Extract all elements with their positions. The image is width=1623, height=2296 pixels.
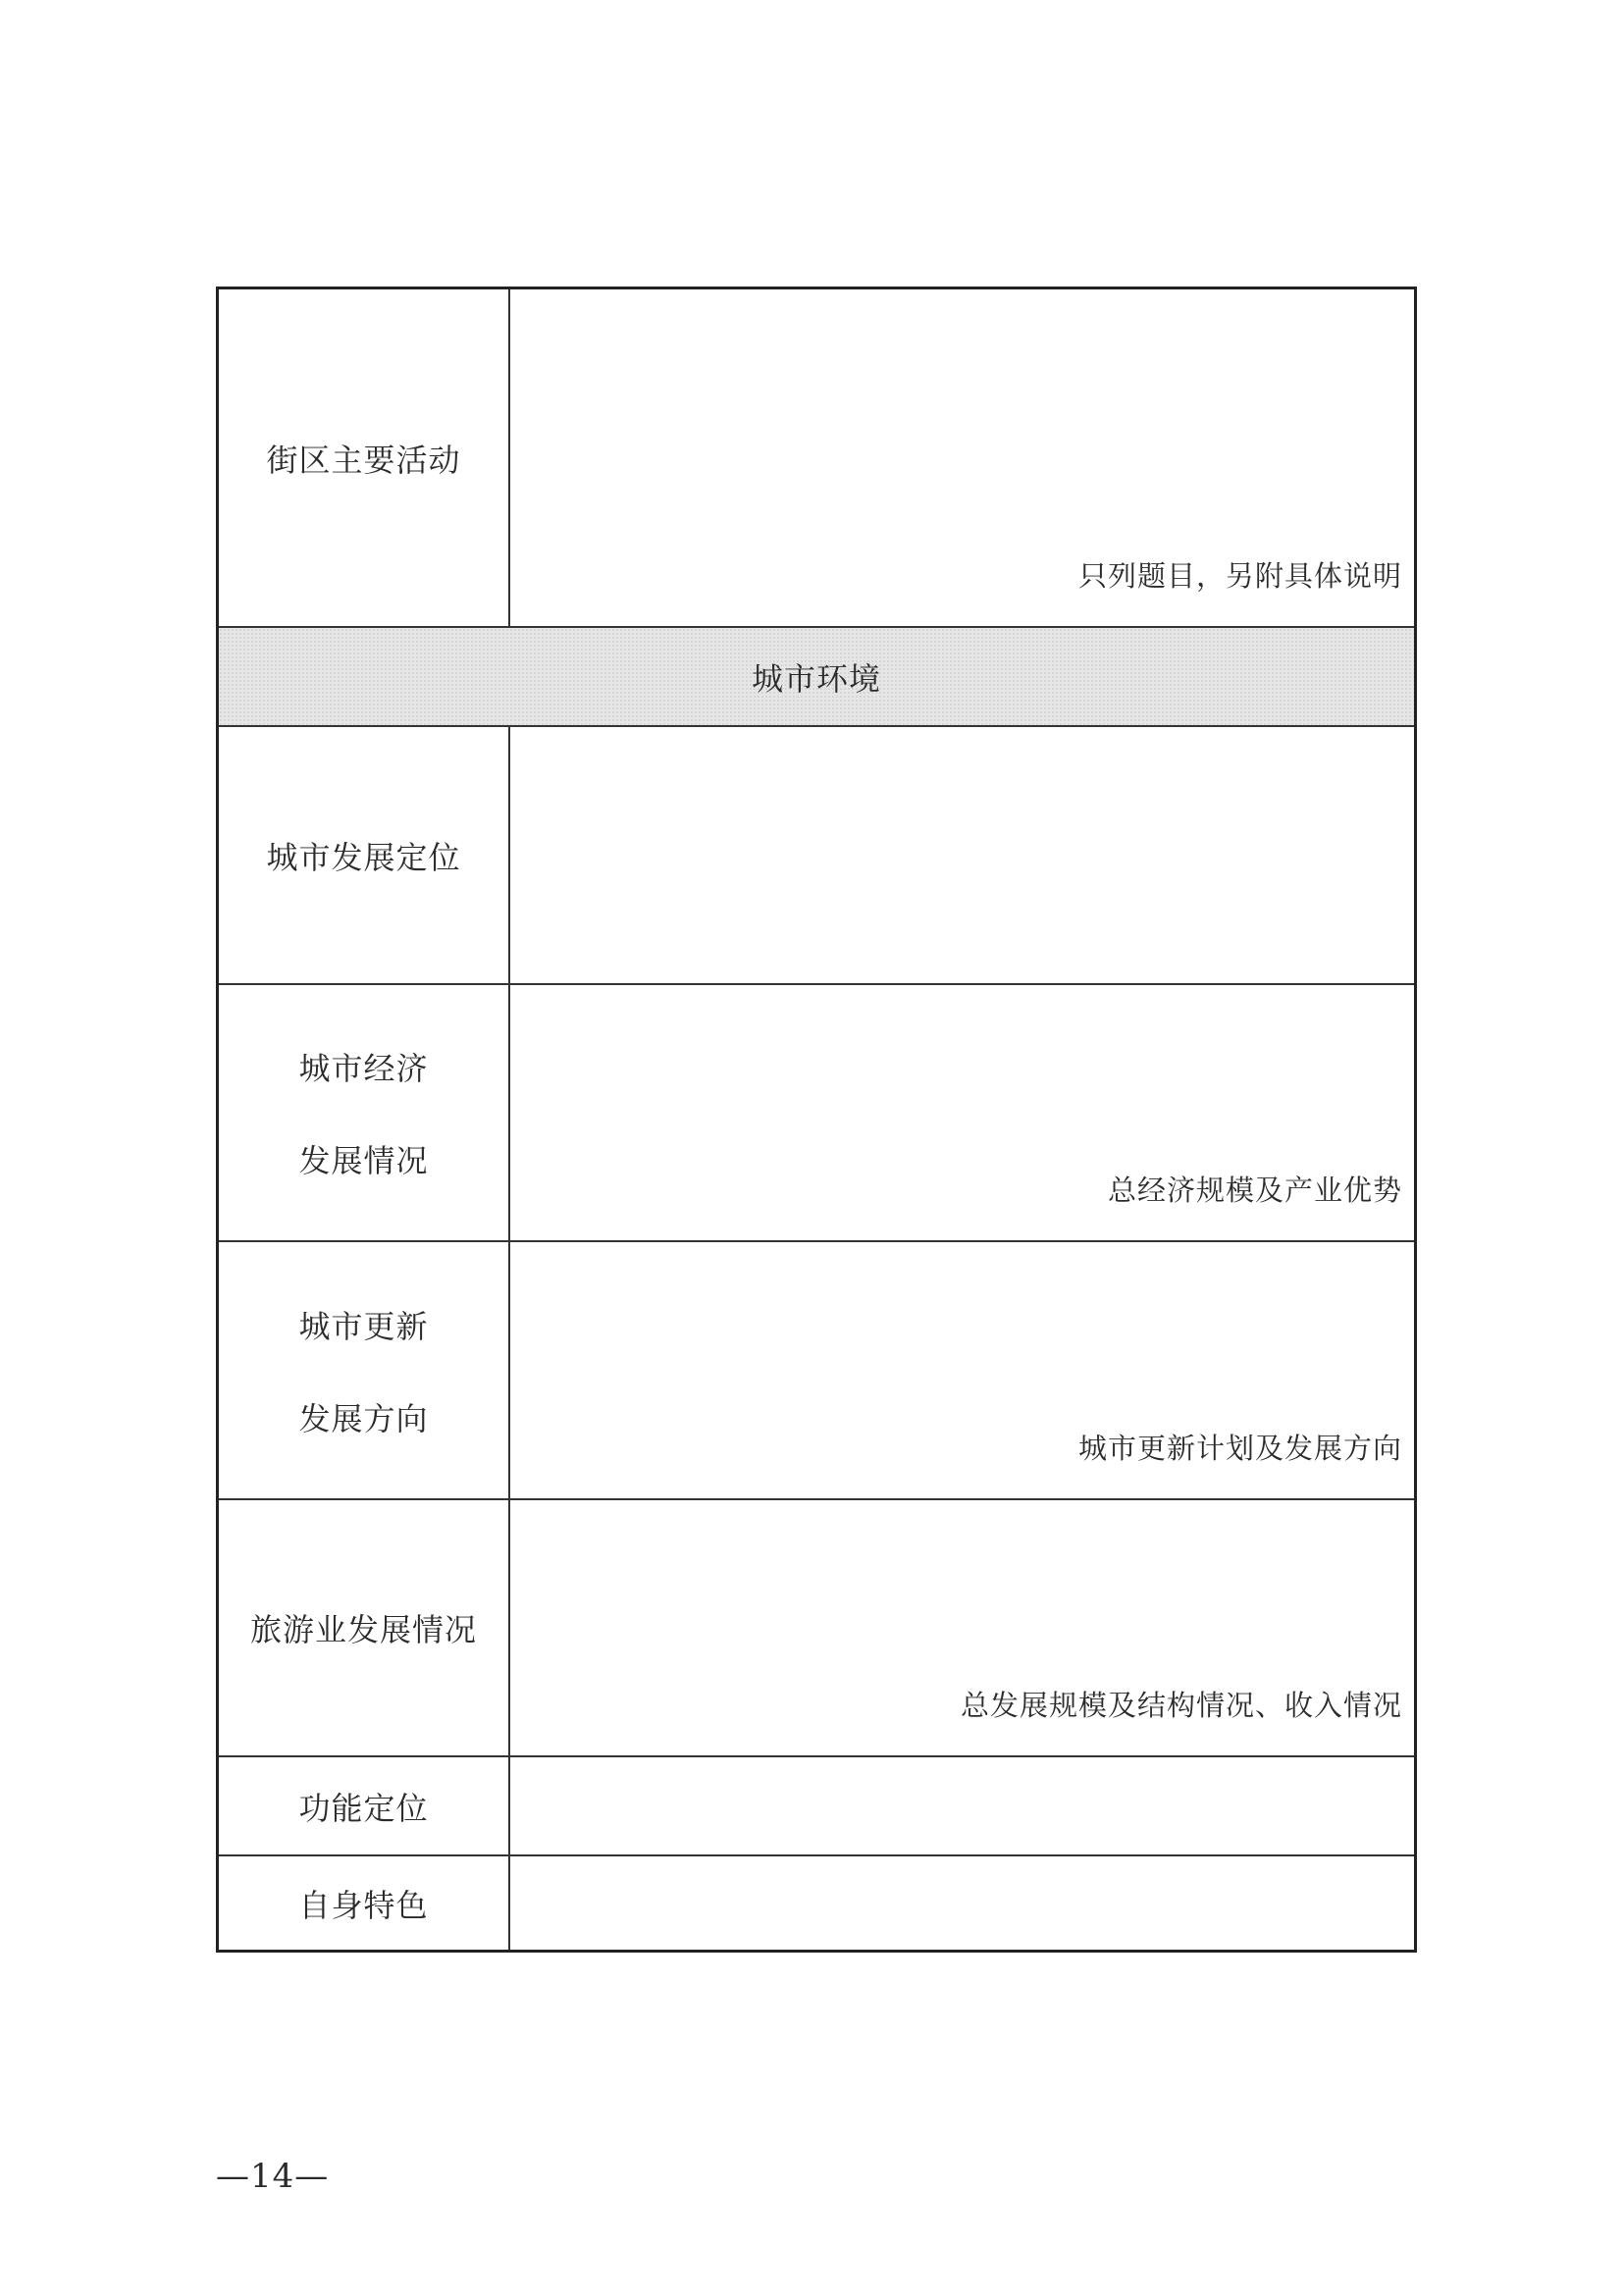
street-activities-label: 街区主要活动 <box>266 441 461 479</box>
row-own-features <box>219 1856 1414 1950</box>
tourism-label: 旅游业发展情况 <box>249 1611 477 1648</box>
own-features-field[interactable] <box>510 1856 1414 1950</box>
section-header-urban-environment <box>219 628 1414 727</box>
city-positioning-label: 城市发展定位 <box>266 838 461 876</box>
label-cell <box>219 1242 510 1498</box>
tourism-hint: 总发展规模及结构情况、收入情况 <box>960 1689 1402 1722</box>
urban-renewal-label-line1: 城市更新 <box>298 1307 429 1345</box>
label-cell <box>219 289 510 626</box>
urban-renewal-field[interactable] <box>510 1242 1414 1498</box>
city-economy-label-line2: 发展情况 <box>298 1142 429 1179</box>
label-cell <box>219 985 510 1240</box>
street-activities-field[interactable] <box>510 289 1414 626</box>
label-cell <box>219 727 510 983</box>
city-positioning-field[interactable] <box>510 727 1414 983</box>
street-activities-hint: 只列题目，另附具体说明 <box>1077 559 1402 593</box>
row-street-activities <box>219 289 1414 628</box>
urban-renewal-hint: 城市更新计划及发展方向 <box>1077 1432 1402 1465</box>
city-economy-label-line1: 城市经济 <box>298 1050 429 1087</box>
label-cell <box>219 1757 510 1854</box>
application-form-table <box>216 287 1417 1953</box>
row-city-economy <box>219 985 1414 1242</box>
row-urban-renewal <box>219 1242 1414 1500</box>
label-cell <box>219 1500 510 1755</box>
own-features-label: 自身特色 <box>298 1886 429 1924</box>
urban-renewal-label-line2: 发展方向 <box>298 1399 429 1437</box>
row-function-positioning <box>219 1757 1414 1856</box>
city-economy-field[interactable] <box>510 985 1414 1240</box>
row-tourism <box>219 1500 1414 1757</box>
tourism-field[interactable] <box>510 1500 1414 1755</box>
function-positioning-field[interactable] <box>510 1757 1414 1854</box>
city-economy-hint: 总经济规模及产业优势 <box>1107 1174 1402 1207</box>
page-number: —14— <box>216 2157 330 2196</box>
row-city-positioning <box>219 727 1414 985</box>
function-positioning-label: 功能定位 <box>298 1789 429 1827</box>
section-title: 城市环境 <box>751 659 881 698</box>
label-cell <box>219 1856 510 1950</box>
